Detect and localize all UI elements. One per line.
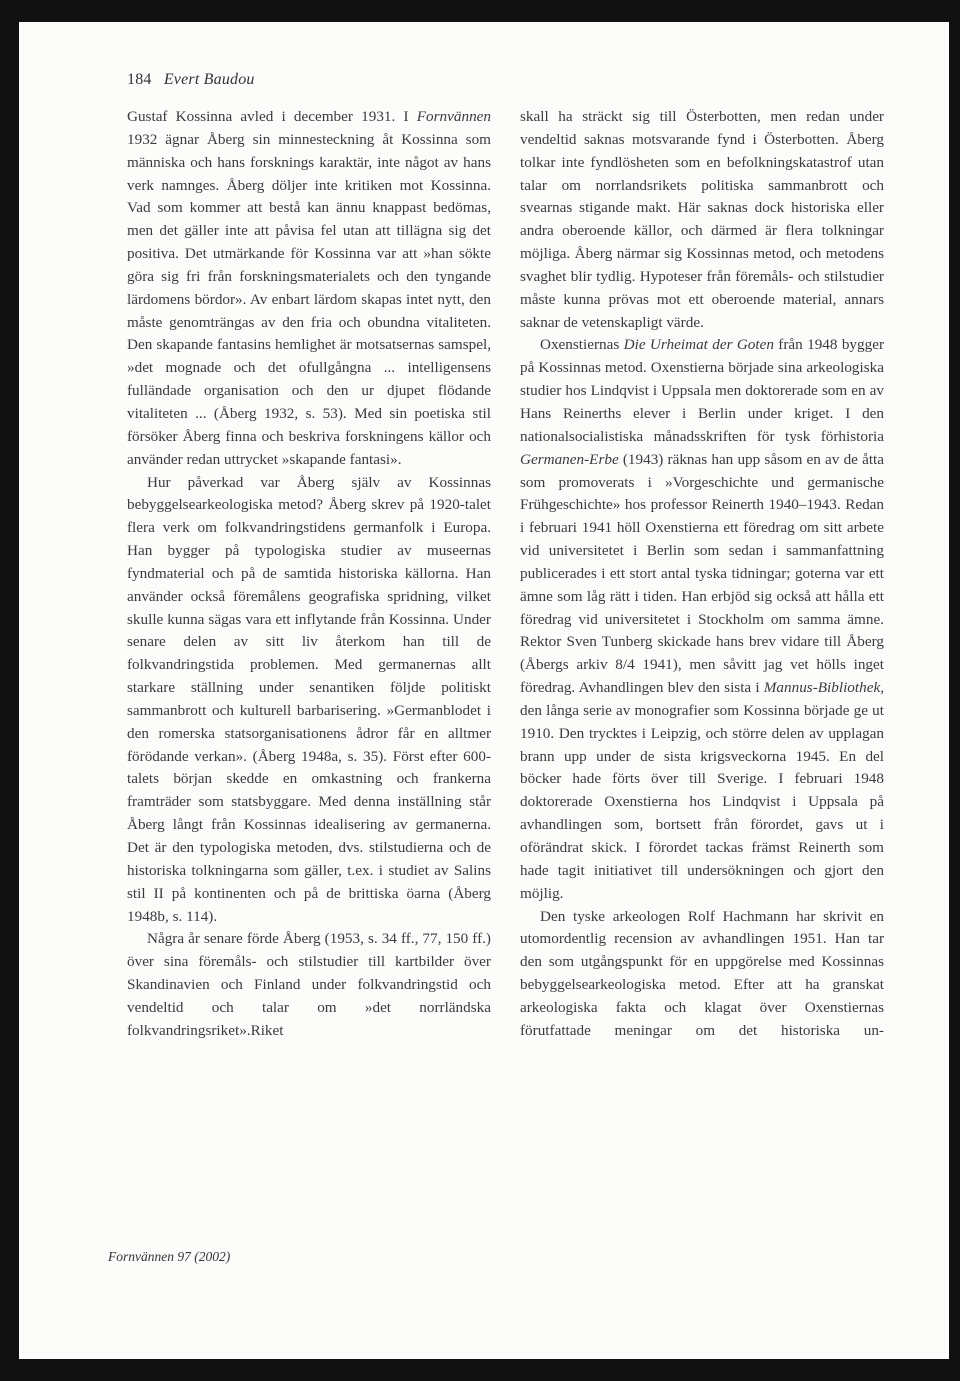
left-column — [127, 106, 491, 1043]
italic-title: Die Urheimat der Goten — [623, 336, 774, 354]
italic-title: Germanen-Erbe — [520, 450, 619, 468]
right-column — [520, 106, 884, 1043]
italic-title: Fornvännen — [416, 108, 491, 125]
document-page — [19, 22, 949, 1359]
paragraph: Hur påverkad var Åberg själv av Kossinnas bebyggelsearkeologiska metod? Åberg skrev på 1920-talet flera verk om folkvandringstidens germanfolk i Europa. Han bygger på typologiska studier av museernas fyndmaterial och på de samtida historiska källorna. Han använder också föremålens geografiska spridning, vilket skulle kunna sägas vara ett inflytande från Kossinna. Under senare delen av sitt liv återkom han till de folkvandringstida problemen. Med germanernas allt starkare ställning under senantiken följde politiskt sammanbrott och kulturell barbarisering. »Germanblodet i den romerska statsorganisationens ådror får en alltmer förödande verkan». (Åberg 1948a, s. 35). Först efter 600-talets början skedde en omkastning och frankerna framträder som statsbyggare. Med denna inställning står Åberg långt från Kossinnas idealisering av germanerna. Det är den typologiska metoden, dvs. stilstudierna och de historiska tolkningarna som gäller, t.ex. i studiet av Salins stil II på kontinenten och på de brittiska öarna (Åberg 1948b, s. 114). — [127, 473, 491, 925]
running-header — [127, 71, 255, 89]
paragraph: Oxenstiernas Die Urheimat der Goten från 1948 bygger på Kossinnas metod. Oxenstierna började sina arkeologiska studier hos Lindqvist i Uppsala men doktorerade som en av Hans Reinerths elever i Berlin under kriget. I den nationalsocialistiska månadsskriften för tysk förhistoria Germanen-Erbe (1943) räknas han upp såsom en av de åtta som promoverats i »Vorgeschichte und germanische Frühgeschichte» hos professor Reinerth 1940–1943. Redan i februari 1941 höll Oxenstierna ett föredrag om sitt arbete vid universitetet i Berlin som sedan i sammanfattning publicerades i ett stort antal tyska tidningar; goterna var ett ämne som låg rätt i tiden. Han erbjöd sig också att hålla ett föredrag vid universitetet i Stockholm om samma ämne. Rektor Sven Tunberg skickade hans brev vidare till Åberg (Åbergs arkiv 8/4 1941), men såvitt jag vet hölls inget föredrag. Avhandlingen blev den sista i Mannus-Bibliothek, den långa serie av monografier som Kossinna började ge ut 1910. Den trycktes i Leipzig, och större delen av upplagan brann upp under de sista krigsveckorna 1945. En del böcker hade förts över till Sverige. I februari 1948 doktorerade Oxenstierna hos Lindqvist i Uppsala på avhandlingen som, bortsett från förordet, gavs ut i oförändrat skick. I förordet tackas främst Reinerth som hade tagit initiativet till undersökningen och gjort den möjlig. — [520, 336, 885, 902]
journal-footer: Fornvännen 97 (2002) — [108, 1249, 231, 1264]
running-header-author: Evert Baudou — [163, 71, 255, 88]
paragraph: Några år senare förde Åberg (1953, s. 34 ff., 77, 150 ff.) över sina föremåls- och stilstudier till kartbilder över Skandinavien och Finland under folkvandringstid och vendeltid och talar om »det norrländska folkvandringsriket».Riket — [127, 930, 491, 1039]
paragraph: Den tyske arkeologen Rolf Hachmann har skrivit en utomordentlig recension av avhandlingen 1951. Han tar den som utgångspunkt för en uppgörelse med Kossinnas bebyggelsearkeologiska metod. Efter att ha granskat arkeologiska fakta och klagat över Oxenstiernas förutfattade meningar om det historiska un- — [520, 907, 884, 1039]
italic-title: Mannus-Bibliothek — [763, 679, 881, 697]
paragraph: skall ha sträckt sig till Österbotten, men redan under vendeltid saknas motsvarande fynd i Österbotten. Åberg tolkar inte fyndlösheten som en befolkningskatastrof utan talar om norrlandsrikets politiska sammanbrott och svearnas stigande makt. Här saknas dock historiska eller andra oberoende källor, och därmed är flera tolkningar möjliga. Åberg närmar sig Kossinnas metod, och metodens svaghet blir tydlig. Hypoteser från föremåls- och stilstudier måste kunna prövas mot ett oberoende material, annars saknar de vetenskapligt värde. — [520, 108, 884, 331]
page-number: 184 — [127, 71, 152, 88]
paragraph: Gustaf Kossinna avled i december 1931. I Fornvännen 1932 ägnar Åberg sin minnesteckning åt Kossinna som människa och hans forsknings karaktär, inte något av hans verk namnges. Åberg döljer inte kritiken mot Kossinna. Vad som kommer att bestå kan ännu knappast bedömas, men det gäller inte att påvisa fel utan att tillägna sig det positiva. Det utmärkande för Kossinna var att »han sökte göra sig fri från forskningsmaterialets och den tyngande lärdomens bördor». Av enbart lärdom skapas intet nytt, den måste genomträngas av den fria och obundna vitaliteten. Den skapande fantasins hemlighet är motsatsernas samspel, »det mognade och det ofullgångna ... intelligensens fulländade organisation och den ur djupet flödande vitaliteten ... (Åberg 1932, s. 53). Med sin poetiska stil försöker Åberg finna och beskriva forskningens källor och använder redan uttrycket »skapande fantasi». — [127, 108, 491, 468]
